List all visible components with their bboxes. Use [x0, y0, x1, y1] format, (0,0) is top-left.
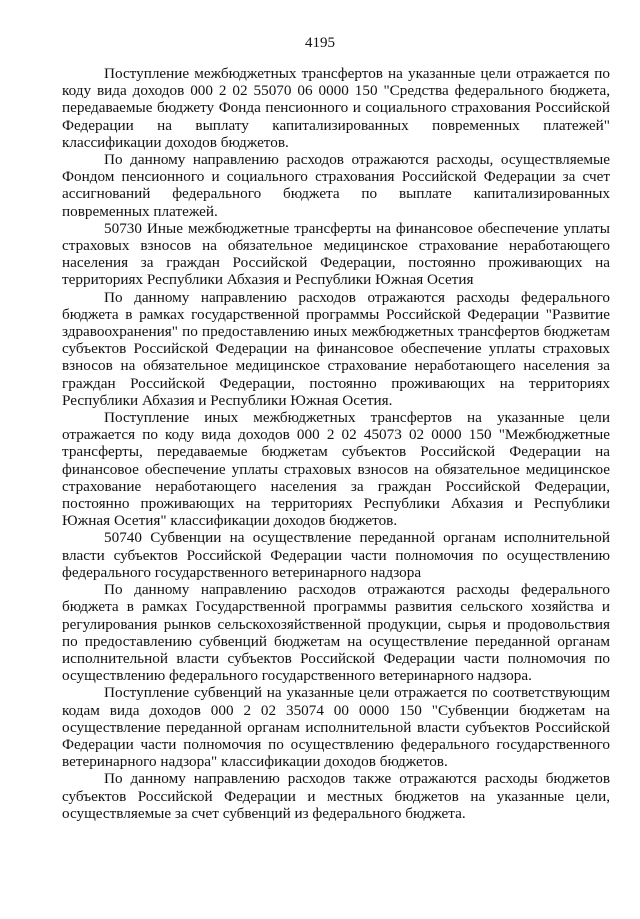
paragraph-1: Поступление межбюджетных трансфертов на указанные цели отражается по коду вида доходов 000 2 02 55070 06 0000 150 "Средства федерального бюджета, передаваемые бюджету Фонда пенсионного и социального страхования Российской Федерации на выплату капитализированных повременных платежей" классификации доходов бюджетов.	[62, 65, 610, 151]
paragraph-6-heading-50740: 50740 Субвенции на осуществление переданной органам исполнительной власти субъектов Российской Федерации части полномочия по осуществлению федерального государственного ветеринарного надзора	[62, 529, 610, 581]
paragraph-9: По данному направлению расходов также отражаются расходы бюджетов субъектов Российской Федерации и местных бюджетов на указанные цели, осуществляемые за счет субвенций из федерального бюджета.	[62, 770, 610, 822]
page-number: 4195	[305, 35, 335, 51]
paragraph-4: По данному направлению расходов отражаются расходы федерального бюджета в рамках государственной программы Российской Федерации "Развитие здравоохранения" по предоставлению иных межбюджетных трансфертов бюджетам субъектов Российской Федерации на финансовое обеспечение уплаты страховых взносов на обязательное медицинское страхование неработающего населения за граждан Российской Федерации, постоянно проживающих на территориях Республики Абхазия и Республики Южная Осетия.	[62, 288, 610, 409]
paragraph-8: Поступление субвенций на указанные цели отражается по соответствующим кодам вида доходов 000 2 02 35074 00 0000 150 "Субвенции бюджетам на осуществление переданной органам исполнительной власти субъектов Российской Федерации части полномочия по осуществлению федерального государственного ветеринарного надзора" классификации доходов бюджетов.	[62, 684, 610, 771]
paragraph-3-heading-50730: 50730 Иные межбюджетные трансферты на финансовое обеспечение уплаты страховых взносов на обязательное медицинское страхование неработающего населения за граждан Российской Федерации, постоянно проживающих на территориях Республики Абхазия и Республики Южная Осетия	[62, 219, 610, 289]
paragraph-7: По данному направлению расходов отражаются расходы федерального бюджета в рамках Государственной программы развития сельского хозяйства и регулирования рынков сельскохозяйственной продукции, сырья и продовольствия по предоставлению субвенций бюджетам на осуществление переданной органам исполнительной власти субъектов Российской Федерации части полномочия по осуществлению федерального государственного ветеринарного надзора.	[62, 581, 610, 685]
document-body	[62, 65, 610, 822]
paragraph-5: Поступление иных межбюджетных трансфертов на указанные цели отражается по коду вида доходов 000 2 02 45073 02 0000 150 "Межбюджетные трансферты, передаваемые бюджетам субъектов Российской Федерации на финансовое обеспечение уплаты страховых взносов на обязательное медицинское страхование неработающего населения за граждан Российской Федерации, постоянно проживающих на территориях Республики Абхазия и Республики Южная Осетия" классификации доходов бюджетов.	[62, 409, 610, 530]
paragraph-2: По данному направлению расходов отражаются расходы, осуществляемые Фондом пенсионного и социального страхования Российской Федерации за счет ассигнований федерального бюджета по выплате капитализированных повременных платежей.	[62, 151, 610, 220]
